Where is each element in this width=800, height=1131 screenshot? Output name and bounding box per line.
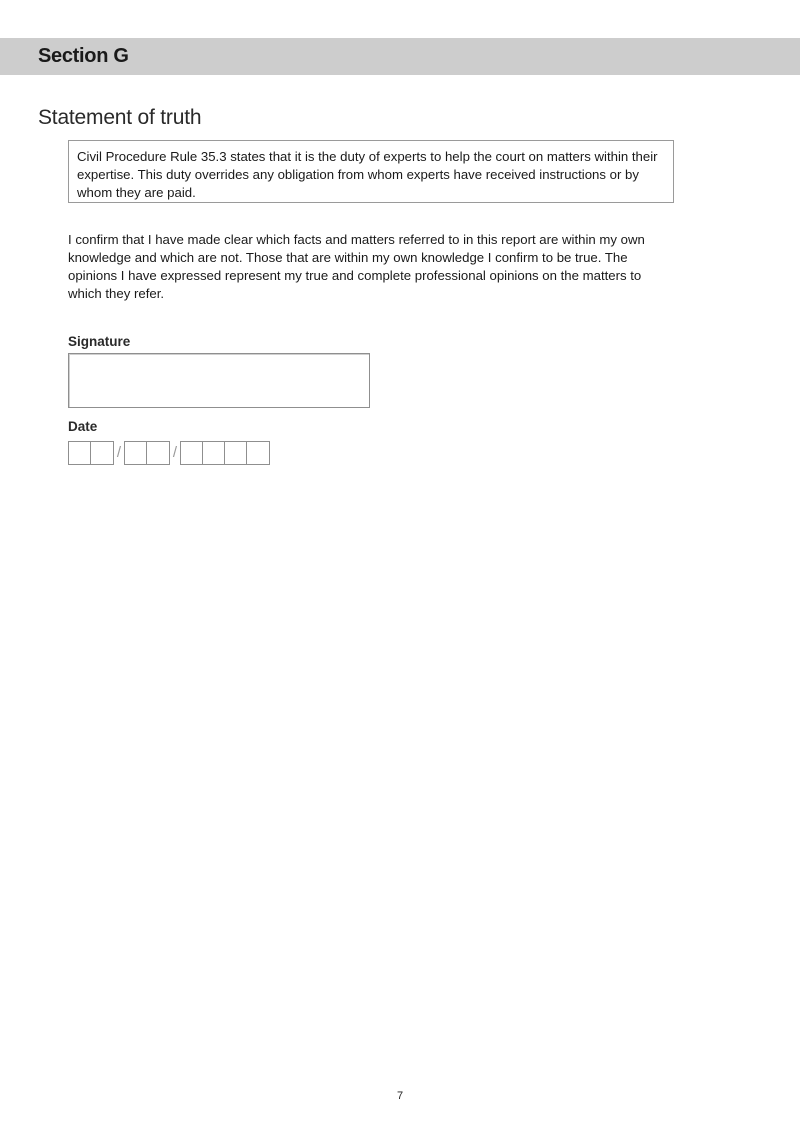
date-year-digit-4[interactable] bbox=[247, 442, 269, 464]
date-month-digit-2[interactable] bbox=[147, 442, 169, 464]
date-year-digit-3[interactable] bbox=[225, 442, 247, 464]
signature-field[interactable] bbox=[68, 353, 370, 408]
date-day-digit-1[interactable] bbox=[69, 442, 91, 464]
date-year-field[interactable] bbox=[180, 441, 270, 465]
date-day-digit-2[interactable] bbox=[91, 442, 113, 464]
date-month-digit-1[interactable] bbox=[125, 442, 147, 464]
date-year-digit-2[interactable] bbox=[203, 442, 225, 464]
rule-notice-text: Civil Procedure Rule 35.3 states that it is the duty of experts to help the court on matters within their expertise. This duty overrides any obligation from whom experts have received instructions or by whom they are paid. bbox=[77, 149, 658, 200]
date-year-digit-1[interactable] bbox=[181, 442, 203, 464]
date-day-field[interactable] bbox=[68, 441, 114, 465]
date-separator: / bbox=[172, 444, 178, 461]
rule-notice-box bbox=[68, 140, 674, 203]
date-field bbox=[68, 441, 270, 465]
date-separator: / bbox=[116, 444, 122, 461]
page-number: 7 bbox=[396, 1090, 404, 1102]
date-label: Date bbox=[68, 419, 98, 434]
date-month-field[interactable] bbox=[124, 441, 170, 465]
page-title: Statement of truth bbox=[38, 106, 202, 129]
section-title: Section G bbox=[38, 45, 129, 67]
confirmation-statement: I confirm that I have made clear which facts and matters referred to in this report are within my own knowledge and which are not. Those that are within my own knowledge I confirm to be true. The opinions I have expressed represent my true and complete professional opinions on the matters to which they refer. bbox=[68, 232, 645, 301]
signature-label: Signature bbox=[68, 334, 131, 349]
